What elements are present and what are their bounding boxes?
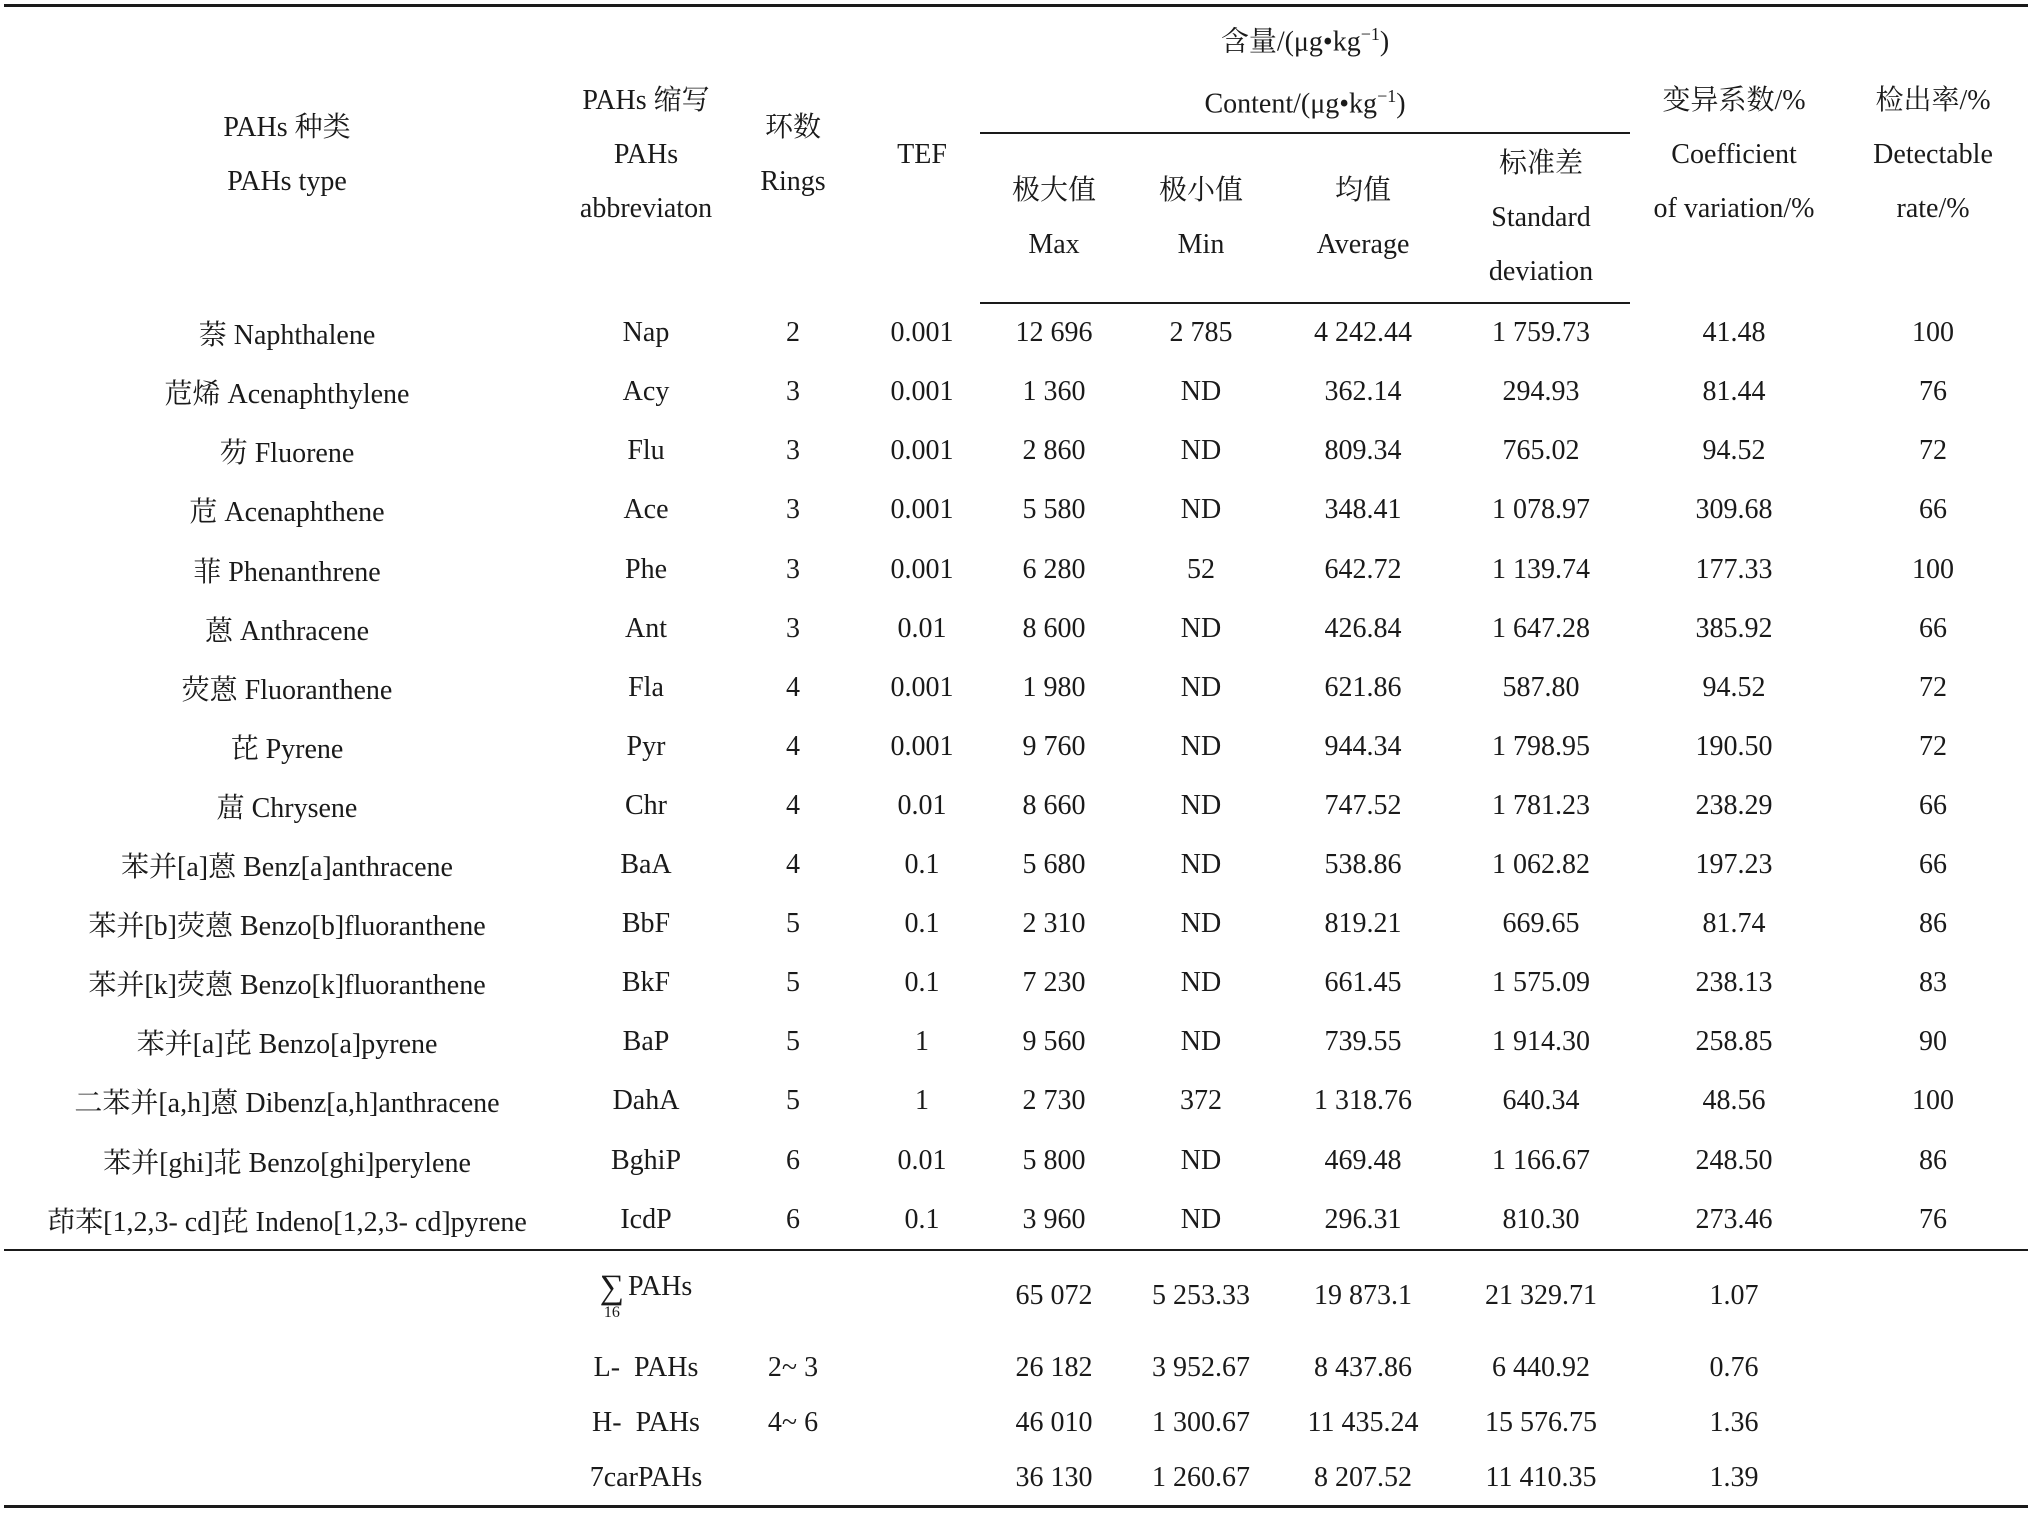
cell-min: ND [1180, 1026, 1222, 1058]
summary-sd: 6 440.92 [1492, 1351, 1591, 1383]
cell-max: 9 760 [1022, 730, 1086, 762]
cell-abbr: Ace [623, 494, 669, 526]
cell-tef: 1 [915, 1026, 929, 1058]
cell-abbr: BbF [621, 908, 671, 940]
cell-sd: 1 914.30 [1492, 1026, 1591, 1058]
cell-detect: 86 [1919, 908, 1948, 940]
cell-max: 2 860 [1022, 435, 1086, 467]
table-row [4, 363, 2028, 422]
summary-avg: 8 437.86 [1314, 1351, 1412, 1383]
cell-max: 5 680 [1022, 849, 1086, 881]
cell-sd: 669.65 [1502, 908, 1580, 940]
summary-rings [722, 1250, 864, 1340]
summary-rings: 2~ 3 [767, 1351, 819, 1383]
cell-min: ND [1180, 376, 1222, 408]
cell-rings: 5 [786, 1085, 800, 1117]
cell-min: ND [1180, 967, 1222, 999]
cell-rings: 4 [786, 671, 800, 703]
table-row [4, 658, 2028, 717]
cell-sd: 1 759.73 [1492, 317, 1591, 349]
cell-cv: 41.48 [1702, 316, 1766, 348]
cell-tef: 0.1 [904, 1203, 940, 1235]
cell-detect: 100 [1912, 1085, 1955, 1117]
cell-sd: 1 798.95 [1492, 730, 1591, 762]
cell-rings: 6 [786, 1144, 800, 1176]
cell-cv: 238.29 [1695, 789, 1773, 821]
summary-max: 46 010 [1015, 1406, 1093, 1438]
sigma-symbol: ∑ 16 [599, 1268, 624, 1321]
cell-type: 萘 Naphthalene [198, 319, 376, 351]
summary-body [4, 1250, 2028, 1507]
cell-rings: 3 [786, 494, 800, 526]
cell-rings: 5 [786, 1026, 800, 1058]
summary-rings [722, 1450, 864, 1507]
cell-cv: 258.85 [1695, 1026, 1773, 1058]
cell-rings: 3 [786, 612, 800, 644]
cell-sd: 1 078.97 [1492, 494, 1591, 526]
cell-sd: 1 647.28 [1492, 612, 1591, 644]
cell-abbr: BaA [620, 849, 672, 881]
cell-min: ND [1180, 789, 1222, 821]
table-row [4, 717, 2028, 776]
pah-table [4, 4, 2028, 1508]
cell-max: 6 280 [1022, 553, 1086, 585]
table-row [4, 599, 2028, 658]
table-row [4, 1072, 2028, 1131]
cell-tef: 0.001 [890, 316, 954, 348]
cell-detect: 72 [1919, 671, 1948, 703]
cell-avg: 747.52 [1324, 789, 1402, 821]
cell-cv: 309.68 [1695, 494, 1773, 526]
header-tef: TEF [864, 6, 980, 303]
cell-max: 8 660 [1022, 789, 1086, 821]
cell-cv: 81.74 [1702, 908, 1766, 940]
cell-min: 372 [1180, 1085, 1222, 1117]
table-row [4, 540, 2028, 599]
cell-rings: 6 [786, 1203, 800, 1235]
cell-avg: 362.14 [1324, 376, 1402, 408]
cell-sd: 765.02 [1502, 435, 1580, 467]
cell-min: ND [1180, 849, 1222, 881]
cell-avg: 739.55 [1324, 1026, 1402, 1058]
cell-max: 2 310 [1022, 908, 1086, 940]
cell-sd: 640.34 [1502, 1085, 1580, 1117]
cell-detect: 83 [1919, 967, 1948, 999]
cell-avg: 348.41 [1324, 494, 1402, 526]
summary-max: 36 130 [980, 1450, 1128, 1507]
summary-min: 3 952.67 [1152, 1351, 1250, 1383]
cell-abbr: Phe [625, 553, 667, 585]
table-body [4, 303, 2028, 1251]
cell-max: 9 560 [1022, 1026, 1086, 1058]
cell-tef: 0.01 [897, 789, 947, 821]
cell-detect: 90 [1919, 1026, 1948, 1058]
cell-max: 1 360 [1022, 376, 1086, 408]
cell-sd: 1 781.23 [1492, 789, 1591, 821]
cell-detect: 86 [1919, 1144, 1948, 1176]
cell-blank [4, 1395, 570, 1450]
cell-type: 䓛 Chrysene [216, 792, 358, 824]
cell-avg: 296.31 [1324, 1203, 1402, 1235]
cell-tef: 0.001 [890, 376, 954, 408]
cell-max: 3 960 [1022, 1203, 1086, 1235]
table-row [4, 1013, 2028, 1072]
cell-avg: 642.72 [1324, 553, 1402, 585]
cell-abbr: DahA [612, 1085, 680, 1117]
cell-sd: 1 575.09 [1492, 967, 1591, 999]
cell-abbr: Chr [625, 789, 667, 821]
cell-cv: 94.52 [1702, 435, 1766, 467]
cell-sd: 294.93 [1502, 376, 1580, 408]
cell-abbr: Acy [622, 376, 670, 408]
cell-abbr: BaP [622, 1026, 670, 1058]
cell-min: ND [1180, 494, 1222, 526]
summary-row [4, 1395, 2028, 1450]
cell-avg: 426.84 [1324, 612, 1402, 644]
cell-rings: 5 [786, 967, 800, 999]
cell-detect: 76 [1919, 376, 1948, 408]
cell-cv: 238.13 [1695, 967, 1773, 999]
cell-max: 1 980 [1022, 671, 1086, 703]
cell-sd: 1 062.82 [1492, 849, 1591, 881]
summary-max: 26 182 [1015, 1351, 1093, 1383]
cell-type: 苯并[b]荧蒽 Benzo[b]fluoranthene [88, 911, 486, 943]
summary-label: 7carPAHs [570, 1450, 722, 1507]
cell-tef: 0.01 [897, 1144, 947, 1176]
header-sd: 标准差 Standard deviation [1452, 133, 1630, 303]
cell-max: 5 580 [1022, 494, 1086, 526]
cell-sd: 1 139.74 [1492, 553, 1591, 585]
summary-min: 1 260.67 [1128, 1450, 1274, 1507]
header-detect: 检出率/% Detectable rate/% [1838, 6, 2028, 303]
cell-detect: 66 [1919, 849, 1948, 881]
cell-cv: 177.33 [1695, 553, 1773, 585]
header-avg: 均值 Average [1274, 133, 1452, 303]
cell-detect: 76 [1919, 1203, 1948, 1235]
cell-blank [864, 1450, 980, 1507]
cell-type: 茚苯[1,2,3- cd]芘 Indeno[1,2,3- cd]pyrene [47, 1206, 527, 1238]
header-abbr: PAHs 缩写 PAHs abbreviaton [570, 6, 722, 303]
summary-avg: 8 207.52 [1274, 1450, 1452, 1507]
cell-rings: 2 [786, 316, 800, 348]
summary-sd: 21 329.71 [1452, 1250, 1630, 1340]
cell-min: ND [1180, 612, 1222, 644]
header-cv: 变异系数/% Coefficient of variation/% [1630, 6, 1838, 303]
summary-avg: 11 435.24 [1307, 1406, 1419, 1438]
summary-sd: 15 576.75 [1485, 1406, 1598, 1438]
cell-blank [1838, 1250, 2028, 1340]
summary-row [4, 1250, 2028, 1340]
summary-sd: 11 410.35 [1452, 1450, 1630, 1507]
summary-cv: 1.07 [1630, 1250, 1838, 1340]
cell-type: 苯并[k]荧蒽 Benzo[k]fluoranthene [88, 970, 486, 1002]
cell-type: 荧蒽 Fluoranthene [181, 674, 393, 706]
cell-avg: 819.21 [1324, 908, 1402, 940]
cell-blank [1838, 1450, 2028, 1507]
cell-blank [864, 1340, 980, 1395]
cell-min: ND [1180, 435, 1222, 467]
table-row [4, 954, 2028, 1013]
cell-blank [864, 1395, 980, 1450]
summary-row [4, 1450, 2028, 1507]
summary-min: 5 253.33 [1128, 1250, 1274, 1340]
summary-rings: 4~ 6 [767, 1406, 819, 1438]
cell-blank [4, 1450, 570, 1507]
cell-abbr: BghiP [610, 1144, 682, 1176]
summary-avg: 19 873.1 [1274, 1250, 1452, 1340]
cell-detect: 66 [1919, 789, 1948, 821]
cell-sd: 810.30 [1502, 1203, 1580, 1235]
cell-cv: 197.23 [1695, 849, 1773, 881]
summary-max: 65 072 [980, 1250, 1128, 1340]
summary-label: L- PAHs [593, 1351, 699, 1383]
cell-min: 52 [1187, 553, 1215, 585]
cell-max: 8 600 [1022, 612, 1086, 644]
summary-min: 1 300.67 [1152, 1406, 1250, 1438]
cell-abbr: Ant [625, 612, 667, 644]
cell-tef: 0.01 [897, 612, 947, 644]
header-content-cn: 含量$/(\mu g•kg^{-1})$ [980, 6, 1630, 70]
header-content-en: Content/$(\mu g•kg^{-1})$ [980, 69, 1630, 132]
cell-cv: 81.44 [1702, 376, 1766, 408]
cell-tef: 0.001 [890, 671, 954, 703]
cell-rings: 4 [786, 789, 800, 821]
cell-abbr: Nap [622, 316, 670, 348]
cell-max: 12 696 [1015, 317, 1093, 349]
cell-abbr: BkF [621, 967, 671, 999]
cell-abbr: IcdP [620, 1203, 672, 1235]
summary-label: H- PAHs [592, 1406, 700, 1438]
cell-blank [1838, 1395, 2028, 1450]
cell-tef: 0.001 [890, 494, 954, 526]
cell-rings: 3 [786, 376, 800, 408]
cell-type: 苊 Acenaphthene [189, 497, 385, 529]
table-row [4, 895, 2028, 954]
cell-avg: 1 318.76 [1314, 1085, 1412, 1117]
cell-cv: 385.92 [1695, 612, 1773, 644]
cell-tef: 0.1 [904, 967, 940, 999]
cell-abbr: Pyr [626, 730, 666, 762]
cell-rings: 3 [786, 435, 800, 467]
cell-type: 芘 Pyrene [230, 733, 344, 765]
cell-blank [864, 1250, 980, 1340]
cell-avg: 4 242.44 [1314, 317, 1412, 349]
summary-label: ∑ 16 PAHs [570, 1250, 722, 1340]
cell-type: 芴 Fluorene [219, 438, 355, 470]
cell-min: ND [1180, 671, 1222, 703]
cell-detect: 72 [1919, 435, 1948, 467]
cell-min: ND [1180, 1144, 1222, 1176]
cell-abbr: Flu [627, 435, 665, 467]
header-rings: 环数 Rings [722, 6, 864, 303]
cell-rings: 4 [786, 849, 800, 881]
cell-detect: 66 [1919, 612, 1948, 644]
table-row [4, 1190, 2028, 1250]
cell-avg: 809.34 [1324, 435, 1402, 467]
cell-rings: 3 [786, 553, 800, 585]
cell-detect: 72 [1919, 730, 1948, 762]
cell-blank [4, 1340, 570, 1395]
table-row [4, 1131, 2028, 1190]
cell-detect: 100 [1912, 316, 1955, 348]
header-max: 极大值 Max [980, 133, 1128, 303]
summary-cv: 1.36 [1709, 1406, 1759, 1438]
cell-abbr: Fla [628, 671, 664, 703]
header-type: PAHs 种类 PAHs type [4, 6, 570, 303]
table-row [4, 481, 2028, 540]
cell-rings: 4 [786, 730, 800, 762]
cell-min: ND [1180, 908, 1222, 940]
cell-detect: 100 [1912, 553, 1955, 585]
cell-avg: 538.86 [1324, 849, 1402, 881]
summary-row [4, 1340, 2028, 1395]
cell-min: 2 785 [1169, 317, 1233, 349]
cell-type: 苯并[ghi]苝 Benzo[ghi]perylene [103, 1147, 471, 1179]
summary-cv: 0.76 [1709, 1351, 1759, 1383]
cell-rings: 5 [786, 908, 800, 940]
cell-min: ND [1180, 730, 1222, 762]
cell-blank [4, 1250, 570, 1340]
cell-avg: 661.45 [1324, 967, 1402, 999]
cell-cv: 94.52 [1702, 671, 1766, 703]
cell-max: 2 730 [1022, 1085, 1086, 1117]
cell-tef: 0.1 [904, 849, 940, 881]
cell-avg: 944.34 [1324, 730, 1402, 762]
cell-type: 苊烯 Acenaphthylene [164, 379, 410, 411]
table-row [4, 303, 2028, 363]
cell-tef: 0.1 [904, 908, 940, 940]
cell-avg: 621.86 [1324, 671, 1402, 703]
header-min: 极小值 Min [1128, 133, 1274, 303]
cell-sd: 1 166.67 [1492, 1144, 1591, 1176]
cell-max: 7 230 [1022, 967, 1086, 999]
cell-blank [1838, 1340, 2028, 1395]
cell-type: 二苯并[a,h]蒽 Dibenz[a,h]anthracene [74, 1088, 500, 1120]
cell-tef: 0.001 [890, 435, 954, 467]
cell-tef: 1 [915, 1085, 929, 1117]
cell-min: ND [1180, 1203, 1222, 1235]
cell-tef: 0.001 [890, 730, 954, 762]
cell-cv: 190.50 [1695, 730, 1773, 762]
cell-type: 菲 Phenanthrene [193, 556, 381, 588]
table-row [4, 776, 2028, 835]
cell-sd: 587.80 [1502, 671, 1580, 703]
table-row [4, 422, 2028, 481]
cell-cv: 248.50 [1695, 1144, 1773, 1176]
cell-type: 苯并[a]芘 Benzo[a]pyrene [136, 1029, 438, 1061]
cell-avg: 469.48 [1324, 1144, 1402, 1176]
cell-tef: 0.001 [890, 553, 954, 585]
summary-cv: 1.39 [1630, 1450, 1838, 1507]
cell-max: 5 800 [1022, 1144, 1086, 1176]
cell-cv: 273.46 [1695, 1203, 1773, 1235]
header-row-1 [4, 6, 2028, 70]
cell-cv: 48.56 [1702, 1085, 1766, 1117]
cell-type: 苯并[a]蒽 Benz[a]anthracene [121, 852, 453, 884]
cell-type: 蒽 Anthracene [204, 615, 370, 647]
cell-detect: 66 [1919, 494, 1948, 526]
table-row [4, 836, 2028, 895]
